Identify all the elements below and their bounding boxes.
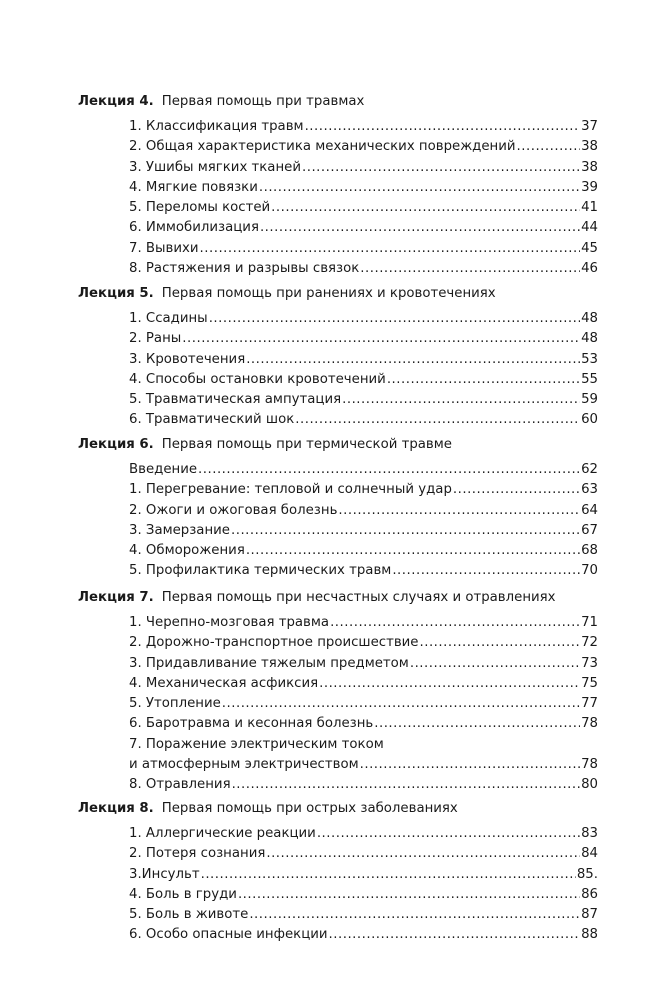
toc-page-number: 77 — [581, 696, 598, 712]
toc-page-number: 83 — [581, 826, 598, 841]
toc-page-number: 72 — [581, 635, 598, 651]
dot-leader — [420, 633, 581, 653]
dot-leader — [266, 844, 580, 864]
toc-entry[interactable] — [129, 714, 598, 734]
toc-entry-label: 5. Утопление — [129, 696, 221, 712]
lecture-heading — [78, 285, 598, 305]
lecture-title: Первая помощь при несчастных случаях и отравлениях — [161, 590, 556, 605]
toc-entries — [129, 460, 598, 582]
toc-entry-label: и атмосферным электричеством — [129, 757, 359, 773]
toc-entry-label: 3. Кровотечения — [129, 351, 246, 367]
lecture-number: Лекция 7. — [78, 590, 154, 605]
toc-entry-label: 4. Мягкие повязки — [129, 179, 258, 195]
lecture-heading — [78, 800, 598, 820]
toc-entry-label: 7. Вывихи — [129, 240, 199, 256]
toc-page-number: 45 — [581, 240, 598, 256]
toc-page-number: 71 — [581, 615, 598, 630]
toc-entry[interactable] — [129, 905, 598, 925]
toc-page-number: 37 — [581, 119, 598, 134]
dot-leader — [201, 865, 576, 885]
toc-entry-first-line: 7. Поражение электрическим током — [129, 736, 384, 752]
toc-entry-label: 3.Инсульт — [129, 866, 200, 882]
toc-entries — [129, 613, 598, 796]
toc-page-number: 48 — [581, 331, 598, 347]
lecture-heading — [78, 93, 598, 113]
lecture-title: Первая помощь при травмах — [161, 94, 365, 109]
dot-leader — [302, 158, 580, 178]
lecture-8-section — [78, 800, 598, 946]
toc-entry[interactable] — [129, 218, 598, 238]
toc-entry-label: 8. Растяжения и разрывы связок — [129, 261, 360, 277]
toc-entry-label: 2. Ожоги и ожоговая болезнь — [129, 502, 338, 518]
dot-leader — [246, 350, 580, 370]
toc-page-number: 59 — [581, 392, 598, 408]
toc-entry[interactable] — [129, 350, 598, 370]
lecture-4-section — [78, 93, 598, 279]
toc-entry-label: 1. Классификация травм — [129, 119, 304, 134]
lecture-6-section — [78, 436, 598, 582]
toc-page-number: 87 — [581, 907, 598, 923]
dot-leader — [317, 824, 580, 844]
lecture-number: Лекция 5. — [78, 286, 154, 301]
toc-entry[interactable] — [129, 541, 598, 561]
toc-page-number: 84 — [581, 846, 598, 862]
dot-leader — [374, 714, 580, 734]
dot-leader — [360, 259, 580, 279]
dot-leader — [259, 178, 580, 198]
lecture-title: Первая помощь при термической травме — [161, 437, 452, 452]
toc-entry[interactable] — [129, 390, 598, 410]
toc-entry-label: 1. Аллергические реакции — [129, 826, 316, 841]
toc-entry-label: 6. Баротравма и кесонная болезнь — [129, 716, 374, 732]
toc-entry[interactable] — [129, 633, 598, 653]
toc-page-number: 86 — [581, 886, 598, 902]
toc-entry-label: 4. Способы остановки кровотечений — [129, 371, 386, 387]
toc-entry[interactable] — [129, 775, 598, 795]
toc-page-number: 78 — [581, 716, 598, 732]
dot-leader — [209, 309, 580, 329]
toc-entry[interactable] — [129, 613, 598, 633]
toc-page-number: 39 — [581, 179, 598, 195]
toc-entry[interactable] — [129, 370, 598, 390]
dot-leader — [200, 239, 581, 259]
toc-page-number: 70 — [581, 563, 598, 579]
toc-entry[interactable] — [129, 674, 598, 694]
toc-entry-label: 5. Профилактика термических травм — [129, 563, 392, 579]
toc-entry[interactable] — [129, 239, 598, 259]
toc-page-number: 38 — [581, 139, 598, 155]
dot-leader — [246, 541, 580, 561]
dot-leader — [182, 329, 580, 349]
toc-page-number: 62 — [581, 462, 598, 477]
toc-page-number: 80 — [581, 777, 598, 793]
toc-entry[interactable] — [129, 925, 598, 945]
toc-entry[interactable] — [129, 410, 598, 430]
toc-page-number: 88 — [581, 927, 598, 943]
dot-leader — [305, 117, 581, 137]
toc-entry-label: 1. Черепно-мозговая травма — [129, 615, 330, 630]
toc-entry-label: 1. Ссадины — [129, 311, 208, 326]
toc-entry[interactable] — [129, 178, 598, 198]
toc-page-number: 85. — [576, 866, 598, 882]
toc-page-number: 55 — [581, 371, 598, 387]
toc-entry-label: 4. Обморожения — [129, 543, 245, 559]
dot-leader — [231, 521, 580, 541]
toc-page-number: 64 — [581, 502, 598, 518]
toc-entry-label: 6. Особо опасные инфекции — [129, 927, 328, 943]
toc-entry-label: 1. Перегревание: тепловой и солнечный удар — [129, 482, 452, 498]
toc-entry-label: 3. Ушибы мягких тканей — [129, 159, 301, 175]
toc-entry[interactable] — [129, 158, 598, 178]
toc-page-number: 53 — [581, 351, 598, 367]
dot-leader — [517, 137, 581, 157]
toc-entry-label: 8. Отравления — [129, 777, 231, 793]
dot-leader — [410, 654, 580, 674]
toc-entry[interactable] — [129, 885, 598, 905]
toc-entry-label: 6. Иммобилизация — [129, 220, 259, 236]
toc-page-number: 78 — [581, 757, 598, 773]
toc-entry[interactable] — [129, 865, 598, 885]
toc-entries — [129, 117, 598, 279]
dot-leader — [295, 410, 580, 430]
toc-page-number: 63 — [581, 482, 598, 498]
toc-entry[interactable] — [129, 501, 598, 521]
lecture-number: Лекция 6. — [78, 437, 154, 452]
toc-entry-label: 2. Дорожно-транспортное происшествие — [129, 635, 419, 651]
toc-entries — [129, 309, 598, 431]
toc-entry[interactable] — [129, 198, 598, 218]
toc-entry-label: 5. Боль в животе — [129, 907, 249, 923]
lecture-title: Первая помощь при ранениях и кровотечениях — [161, 286, 496, 301]
dot-leader — [232, 775, 581, 795]
toc-entry-label: 4. Боль в груди — [129, 886, 237, 902]
dot-leader — [319, 674, 580, 694]
toc-page-number: 68 — [581, 543, 598, 559]
dot-leader — [222, 694, 580, 714]
lecture-7-section — [78, 589, 598, 796]
toc-entry[interactable] — [129, 755, 598, 775]
toc-entry-label: 3. Замерзание — [129, 522, 230, 538]
dot-leader — [360, 755, 580, 775]
lecture-5-section — [78, 285, 598, 431]
toc-page-number: 73 — [581, 655, 598, 671]
toc-page-number: 38 — [581, 159, 598, 175]
lecture-heading — [78, 436, 598, 456]
toc-entry-label: 3. Придавливание тяжелым предметом — [129, 655, 409, 671]
toc-entry[interactable] — [129, 480, 598, 500]
toc-entry[interactable] — [129, 329, 598, 349]
dot-leader — [271, 198, 580, 218]
toc-page-number: 60 — [581, 412, 598, 428]
dot-leader — [249, 905, 580, 925]
toc-entry-label: 2. Общая характеристика механических повреждений — [129, 139, 516, 155]
toc-entry-label: 2. Потеря сознания — [129, 846, 266, 862]
toc-entry[interactable] — [129, 844, 598, 864]
toc-entry[interactable] — [129, 460, 598, 480]
dot-leader — [453, 480, 580, 500]
dot-leader — [338, 501, 580, 521]
dot-leader — [198, 460, 580, 480]
toc-entry[interactable] — [129, 654, 598, 674]
lecture-title: Первая помощь при острых заболеваниях — [161, 801, 458, 816]
toc-entry-label: 2. Раны — [129, 331, 182, 347]
dot-leader — [392, 561, 580, 581]
toc-entry[interactable] — [129, 521, 598, 541]
toc-entry[interactable] — [129, 694, 598, 714]
toc-page-number: 41 — [581, 200, 598, 216]
toc-entry-label: 4. Механическая асфиксия — [129, 675, 319, 691]
toc-entry-label: 5. Переломы костей — [129, 200, 271, 216]
toc-entry[interactable] — [129, 117, 598, 137]
toc-entry[interactable] — [129, 309, 598, 329]
toc-entry[interactable] — [129, 561, 598, 581]
dot-leader — [260, 218, 580, 238]
lecture-number: Лекция 4. — [78, 94, 154, 109]
toc-entry[interactable] — [129, 824, 598, 844]
toc-page-number: 67 — [581, 522, 598, 538]
toc-entry-label: 5. Травматическая ампутация — [129, 392, 342, 408]
dot-leader — [330, 613, 580, 633]
toc-page-number: 46 — [581, 261, 598, 277]
dot-leader — [387, 370, 580, 390]
lecture-number: Лекция 8. — [78, 801, 154, 816]
toc-entry[interactable] — [129, 137, 598, 157]
toc-entry-label: 6. Травматический шок — [129, 412, 295, 428]
dot-leader — [238, 885, 580, 905]
dot-leader — [342, 390, 580, 410]
toc-page-number: 44 — [581, 220, 598, 236]
lecture-heading — [78, 589, 598, 609]
toc-entries — [129, 824, 598, 946]
toc-page-number: 75 — [581, 675, 598, 691]
toc-entry[interactable] — [129, 259, 598, 279]
toc-page-number: 48 — [581, 311, 598, 326]
toc-entry-label: Введение — [129, 462, 198, 477]
dot-leader — [329, 925, 581, 945]
